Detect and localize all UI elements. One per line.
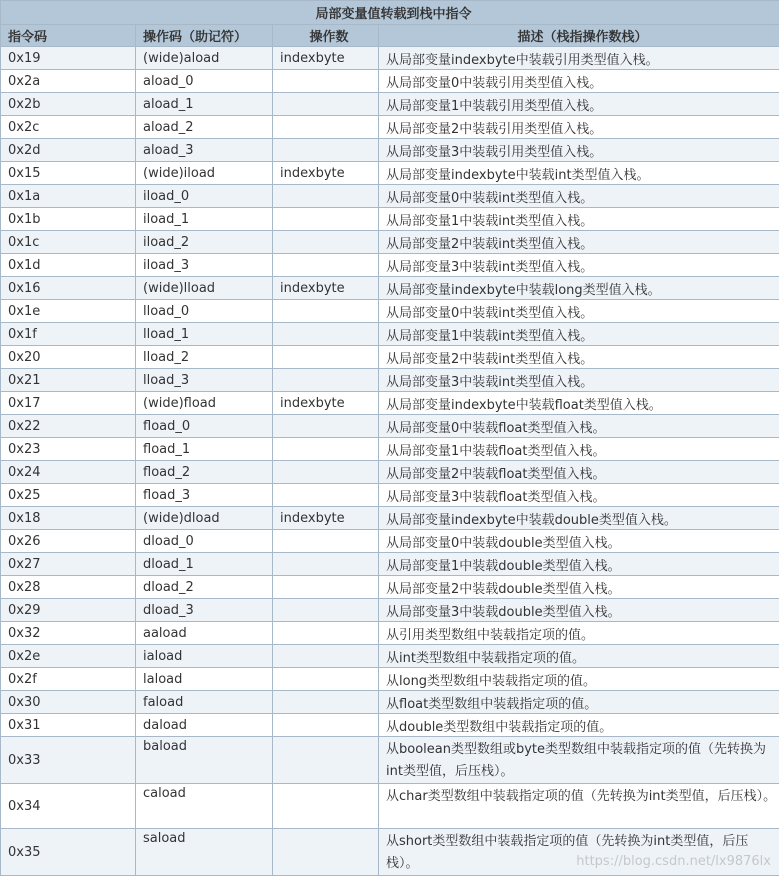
cell-mnemonic: aload_3 <box>136 139 273 162</box>
cell-operand <box>273 691 379 714</box>
table-row <box>1 438 779 461</box>
table-row <box>1 507 779 530</box>
cell-mnemonic: faload <box>136 691 273 714</box>
cell-description: 从局部变量0中装载float类型值入栈。 <box>379 415 779 438</box>
cell-operand <box>273 231 379 254</box>
cell-operand <box>273 645 379 668</box>
table-row <box>1 576 779 599</box>
cell-description: 从局部变量indexbyte中装载long类型值入栈。 <box>379 277 779 300</box>
cell-mnemonic: lload_2 <box>136 346 273 369</box>
cell-description: 从局部变量2中装载int类型值入栈。 <box>379 346 779 369</box>
cell-mnemonic: fload_1 <box>136 438 273 461</box>
cell-mnemonic: lload_1 <box>136 323 273 346</box>
cell-opcode: 0x1e <box>1 300 136 323</box>
cell-mnemonic: daload <box>136 714 273 737</box>
table-row <box>1 691 779 714</box>
cell-mnemonic: baload <box>136 737 273 784</box>
cell-opcode: 0x2b <box>1 93 136 116</box>
header-description: 描述（栈指操作数栈） <box>379 25 779 47</box>
cell-mnemonic: caload <box>136 784 273 829</box>
cell-operand <box>273 530 379 553</box>
cell-opcode: 0x19 <box>1 47 136 70</box>
cell-operand <box>273 346 379 369</box>
table-row <box>1 784 779 829</box>
cell-operand <box>273 484 379 507</box>
table-row <box>1 185 779 208</box>
cell-description: 从局部变量3中装载引用类型值入栈。 <box>379 139 779 162</box>
cell-opcode: 0x1f <box>1 323 136 346</box>
cell-description: 从局部变量indexbyte中装载int类型值入栈。 <box>379 162 779 185</box>
cell-mnemonic: lload_3 <box>136 369 273 392</box>
table-row <box>1 116 779 139</box>
header-mnemonic: 操作码（助记符） <box>136 25 273 47</box>
table-row <box>1 829 779 876</box>
cell-mnemonic: fload_0 <box>136 415 273 438</box>
cell-description: 从long类型数组中装载指定项的值。 <box>379 668 779 691</box>
cell-operand <box>273 116 379 139</box>
cell-mnemonic: aload_2 <box>136 116 273 139</box>
table-row <box>1 530 779 553</box>
cell-mnemonic: fload_2 <box>136 461 273 484</box>
cell-opcode: 0x30 <box>1 691 136 714</box>
cell-operand <box>273 599 379 622</box>
cell-mnemonic: aload_0 <box>136 70 273 93</box>
cell-opcode: 0x23 <box>1 438 136 461</box>
cell-description: 从int类型数组中装载指定项的值。 <box>379 645 779 668</box>
cell-opcode: 0x25 <box>1 484 136 507</box>
cell-operand <box>273 369 379 392</box>
table-row <box>1 277 779 300</box>
cell-description: 从float类型数组中装载指定项的值。 <box>379 691 779 714</box>
cell-mnemonic: (wide)aload <box>136 47 273 70</box>
cell-opcode: 0x16 <box>1 277 136 300</box>
cell-operand <box>273 185 379 208</box>
table-row <box>1 231 779 254</box>
cell-opcode: 0x1b <box>1 208 136 231</box>
cell-description: 从局部变量1中装载float类型值入栈。 <box>379 438 779 461</box>
cell-opcode: 0x32 <box>1 622 136 645</box>
cell-mnemonic: iload_1 <box>136 208 273 231</box>
table-row <box>1 553 779 576</box>
cell-operand: indexbyte <box>273 277 379 300</box>
cell-description: 从局部变量2中装载引用类型值入栈。 <box>379 116 779 139</box>
cell-operand <box>273 438 379 461</box>
cell-mnemonic: dload_1 <box>136 553 273 576</box>
cell-operand: indexbyte <box>273 162 379 185</box>
table-row <box>1 645 779 668</box>
cell-mnemonic: dload_0 <box>136 530 273 553</box>
cell-description: 从局部变量0中装载double类型值入栈。 <box>379 530 779 553</box>
table-title-row <box>1 1 779 25</box>
table-row <box>1 208 779 231</box>
cell-opcode: 0x1a <box>1 185 136 208</box>
cell-opcode: 0x20 <box>1 346 136 369</box>
cell-operand <box>273 93 379 116</box>
cell-mnemonic: iload_2 <box>136 231 273 254</box>
cell-description: 从boolean类型数组或byte类型数组中装载指定项的值（先转换为int类型值，后压栈）。 <box>379 737 779 784</box>
cell-description: 从double类型数组中装载指定项的值。 <box>379 714 779 737</box>
cell-operand <box>273 576 379 599</box>
cell-description: 从short类型数组中装载指定项的值（先转换为int类型值，后压栈）。 <box>379 829 779 876</box>
cell-mnemonic: (wide)lload <box>136 277 273 300</box>
cell-operand <box>273 553 379 576</box>
table-row <box>1 415 779 438</box>
table-row <box>1 254 779 277</box>
cell-opcode: 0x24 <box>1 461 136 484</box>
cell-operand <box>273 70 379 93</box>
cell-description: 从局部变量indexbyte中装载引用类型值入栈。 <box>379 47 779 70</box>
cell-mnemonic: dload_2 <box>136 576 273 599</box>
cell-opcode: 0x27 <box>1 553 136 576</box>
watermark: https://blog.csdn.net/lx9876lx <box>576 854 771 869</box>
table-row <box>1 70 779 93</box>
cell-description: 从局部变量2中装载float类型值入栈。 <box>379 461 779 484</box>
table-row <box>1 300 779 323</box>
cell-description: 从局部变量3中装载double类型值入栈。 <box>379 599 779 622</box>
cell-mnemonic: (wide)fload <box>136 392 273 415</box>
cell-description: 从局部变量2中装载double类型值入栈。 <box>379 576 779 599</box>
cell-description: 从局部变量0中装载int类型值入栈。 <box>379 300 779 323</box>
cell-description: 从引用类型数组中装载指定项的值。 <box>379 622 779 645</box>
cell-mnemonic: fload_3 <box>136 484 273 507</box>
cell-opcode: 0x2c <box>1 116 136 139</box>
cell-mnemonic: (wide)dload <box>136 507 273 530</box>
cell-opcode: 0x29 <box>1 599 136 622</box>
cell-operand <box>273 139 379 162</box>
cell-opcode: 0x21 <box>1 369 136 392</box>
cell-opcode: 0x26 <box>1 530 136 553</box>
cell-mnemonic: aload_1 <box>136 93 273 116</box>
cell-mnemonic: iaload <box>136 645 273 668</box>
header-operand: 操作数 <box>273 25 379 47</box>
cell-description: 从局部变量3中装载float类型值入栈。 <box>379 484 779 507</box>
cell-opcode: 0x15 <box>1 162 136 185</box>
table-row <box>1 392 779 415</box>
table-body <box>1 47 779 876</box>
cell-description: 从局部变量1中装载引用类型值入栈。 <box>379 93 779 116</box>
cell-operand <box>273 714 379 737</box>
table-row <box>1 93 779 116</box>
table-row <box>1 162 779 185</box>
cell-opcode: 0x34 <box>1 784 136 829</box>
table-row <box>1 737 779 784</box>
cell-description: 从局部变量3中装载int类型值入栈。 <box>379 369 779 392</box>
cell-operand <box>273 784 379 829</box>
cell-opcode: 0x33 <box>1 737 136 784</box>
cell-description: 从局部变量1中装载double类型值入栈。 <box>379 553 779 576</box>
table-row <box>1 139 779 162</box>
cell-operand <box>273 668 379 691</box>
cell-description: 从char类型数组中装载指定项的值（先转换为int类型值，后压栈）。 <box>379 784 779 829</box>
table-row <box>1 346 779 369</box>
cell-operand <box>273 208 379 231</box>
cell-opcode: 0x22 <box>1 415 136 438</box>
cell-description: 从局部变量indexbyte中装载float类型值入栈。 <box>379 392 779 415</box>
cell-description: 从局部变量1中装载int类型值入栈。 <box>379 208 779 231</box>
cell-operand <box>273 300 379 323</box>
cell-operand: indexbyte <box>273 392 379 415</box>
cell-operand <box>273 461 379 484</box>
cell-mnemonic: iload_3 <box>136 254 273 277</box>
cell-opcode: 0x1d <box>1 254 136 277</box>
cell-opcode: 0x1c <box>1 231 136 254</box>
cell-mnemonic: laload <box>136 668 273 691</box>
table-row <box>1 622 779 645</box>
cell-operand: indexbyte <box>273 47 379 70</box>
cell-operand <box>273 829 379 876</box>
table-row <box>1 461 779 484</box>
cell-opcode: 0x31 <box>1 714 136 737</box>
cell-description: 从局部变量0中装载引用类型值入栈。 <box>379 70 779 93</box>
cell-opcode: 0x18 <box>1 507 136 530</box>
table-row <box>1 714 779 737</box>
cell-description: 从局部变量3中装载int类型值入栈。 <box>379 254 779 277</box>
cell-opcode: 0x35 <box>1 829 136 876</box>
cell-operand <box>273 415 379 438</box>
cell-opcode: 0x2f <box>1 668 136 691</box>
cell-operand <box>273 622 379 645</box>
cell-operand: indexbyte <box>273 507 379 530</box>
cell-operand <box>273 323 379 346</box>
table-row <box>1 484 779 507</box>
table-header-row <box>1 25 779 47</box>
table-row <box>1 369 779 392</box>
cell-description: 从局部变量indexbyte中装载double类型值入栈。 <box>379 507 779 530</box>
cell-mnemonic: dload_3 <box>136 599 273 622</box>
cell-mnemonic: (wide)iload <box>136 162 273 185</box>
table-row <box>1 323 779 346</box>
cell-opcode: 0x28 <box>1 576 136 599</box>
table-row <box>1 668 779 691</box>
cell-opcode: 0x2d <box>1 139 136 162</box>
table-row <box>1 599 779 622</box>
cell-opcode: 0x2a <box>1 70 136 93</box>
table-title: 局部变量值转载到栈中指令 <box>1 1 779 25</box>
cell-mnemonic: iload_0 <box>136 185 273 208</box>
cell-description: 从局部变量2中装载int类型值入栈。 <box>379 231 779 254</box>
cell-opcode: 0x17 <box>1 392 136 415</box>
header-opcode: 指令码 <box>1 25 136 47</box>
cell-operand <box>273 254 379 277</box>
cell-mnemonic: saload <box>136 829 273 876</box>
cell-mnemonic: lload_0 <box>136 300 273 323</box>
table-row <box>1 47 779 70</box>
cell-description: 从局部变量0中装载int类型值入栈。 <box>379 185 779 208</box>
cell-mnemonic: aaload <box>136 622 273 645</box>
cell-opcode: 0x2e <box>1 645 136 668</box>
cell-operand <box>273 737 379 784</box>
cell-description: 从局部变量1中装载int类型值入栈。 <box>379 323 779 346</box>
